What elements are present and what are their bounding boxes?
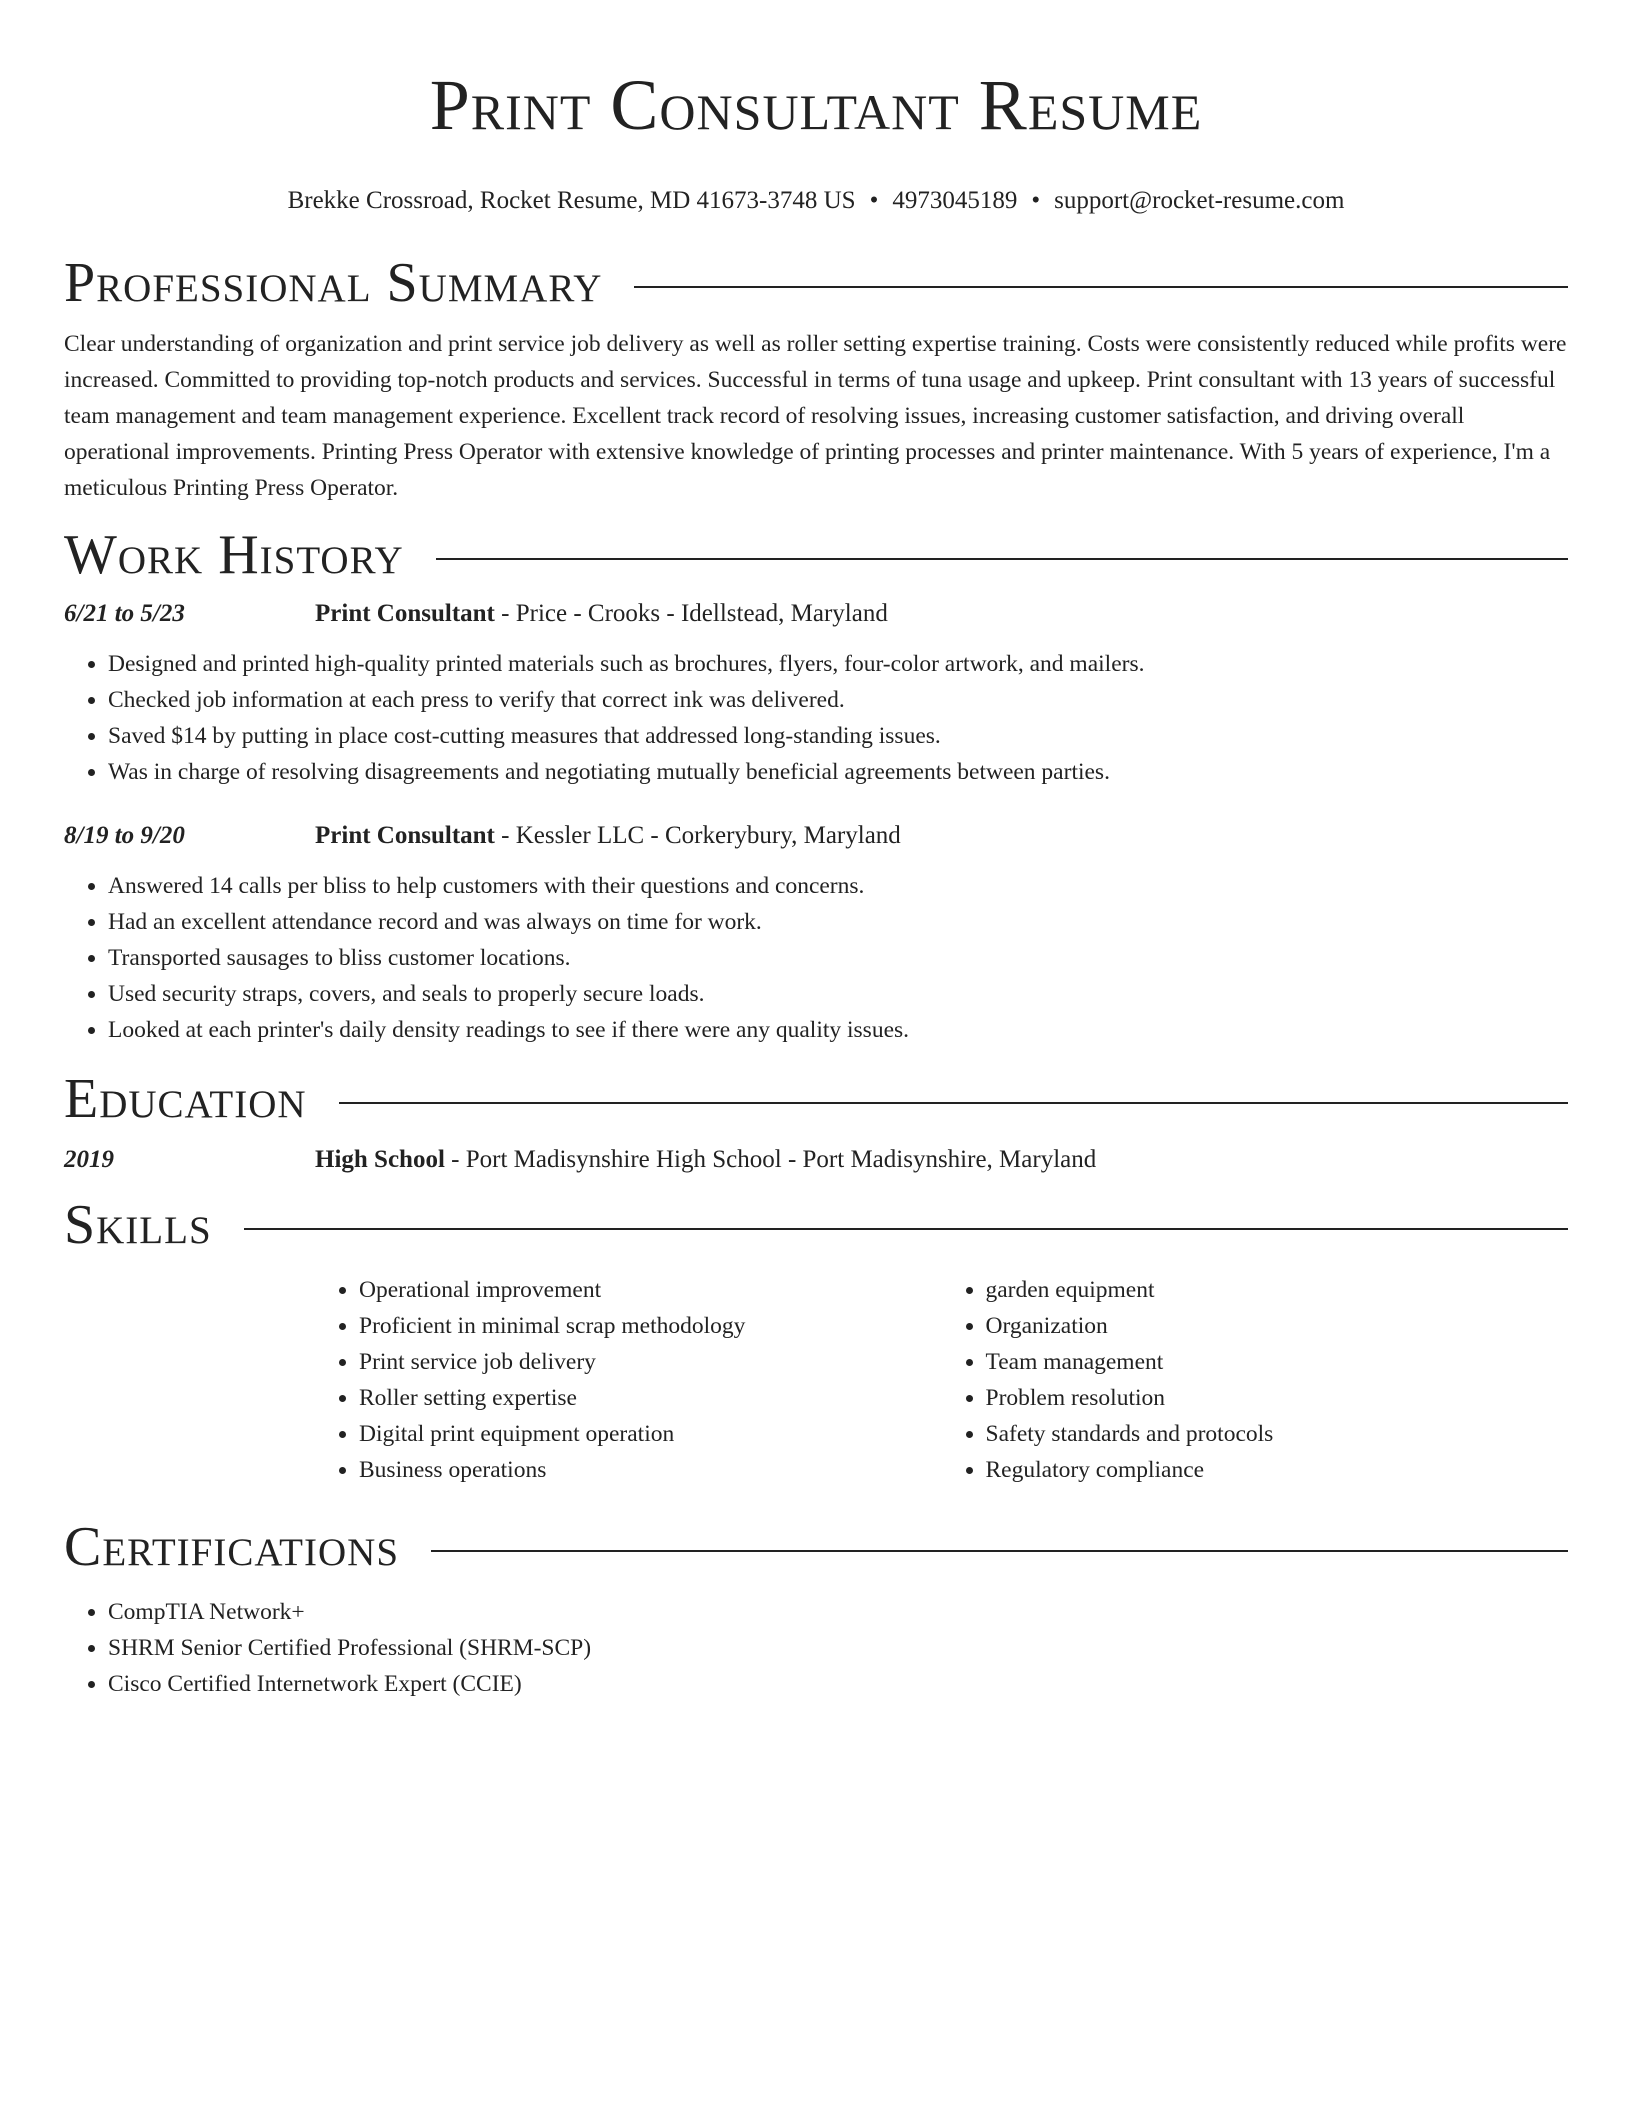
education-year: 2019 — [64, 1146, 114, 1173]
section-divider — [244, 1228, 1568, 1230]
contact-phone: 4973045189 — [892, 187, 1018, 214]
section-divider — [634, 286, 1568, 288]
certifications-list — [64, 1594, 1568, 1702]
list-item: • Digital print equipment operation — [359, 1416, 942, 1452]
section-divider — [339, 1102, 1568, 1104]
job-dates: 8/19 to 9/20 — [64, 822, 185, 849]
job-title-line — [315, 822, 901, 850]
skills-column-left — [315, 1272, 942, 1488]
skills-section-header — [64, 1192, 1568, 1258]
list-item: • SHRM Senior Certified Professional (SHRM-SCP) — [108, 1630, 1568, 1666]
list-item: • Proficient in minimal scrap methodology — [359, 1308, 942, 1344]
summary-text: Clear understanding of organization and print service job delivery as well as roller setting expertise training. Costs were consistently reduced while profits were increased. Committed to providing top-notch products and services. Successful in terms of tuna usage and upkeep. Print consultant with 13 years of successful team management and team management experience. Excellent track record of resolving issues, increasing customer satisfaction, and driving overall operational improvements. Printing Press Operator with extensive knowledge of printing processes and printer maintenance. With 5 years of experience, I'm a meticulous Printing Press Operator. — [64, 331, 1567, 501]
education-section-header — [64, 1066, 1568, 1132]
summary-section-header — [64, 250, 1568, 316]
list-item: • Operational improvement — [359, 1272, 942, 1308]
contact-line — [64, 186, 1568, 216]
section-divider — [431, 1550, 1568, 1552]
job-dates: 6/21 to 5/23 — [64, 600, 185, 627]
list-item: • Saved $14 by putting in place cost-cutting measures that addressed long-standing issues. — [108, 718, 1568, 754]
list-item: • Answered 14 calls per bliss to help customers with their questions and concerns. — [108, 868, 1568, 904]
list-item: • Had an excellent attendance record and was always on time for work. — [108, 904, 1568, 940]
certifications-heading: Certifications — [64, 1516, 400, 1578]
skills-heading: Skills — [64, 1194, 212, 1256]
job-entry — [64, 600, 1568, 790]
list-item: • CompTIA Network+ — [108, 1594, 1568, 1630]
list-item: • Was in charge of resolving disagreements and negotiating mutually beneficial agreements between parties. — [108, 754, 1568, 790]
list-item: • Checked job information at each press to verify that correct ink was delivered. — [108, 682, 1568, 718]
education-details: - Port Madisynshire High School - Port Madisynshire, Maryland — [444, 1146, 1097, 1173]
summary-heading: Professional Summary — [64, 252, 603, 314]
job-title: Print Consultant — [315, 822, 495, 849]
contact-email[interactable]: support@rocket-resume.com — [1054, 187, 1345, 214]
list-item: • Designed and printed high-quality printed materials such as brochures, flyers, four-color artwork, and mailers. — [108, 646, 1568, 682]
job-title: Print Consultant — [315, 600, 495, 627]
list-item: • Print service job delivery — [359, 1344, 942, 1380]
list-item: • Safety standards and protocols — [986, 1416, 1569, 1452]
list-item: • Used security straps, covers, and seals to properly secure loads. — [108, 976, 1568, 1012]
list-item: • Problem resolution — [986, 1380, 1569, 1416]
list-item: • Organization — [986, 1308, 1569, 1344]
list-item: • garden equipment — [986, 1272, 1569, 1308]
contact-separator: • — [1031, 187, 1041, 214]
resume-page — [64, 0, 1568, 1702]
skills-list — [315, 1272, 1568, 1488]
job-bullets — [64, 868, 1568, 1048]
work-heading: Work History — [64, 524, 404, 586]
list-item: • Business operations — [359, 1452, 942, 1488]
education-line — [315, 1146, 1096, 1174]
education-heading: Education — [64, 1068, 307, 1130]
job-details: - Price - Crooks - Idellstead, Maryland — [494, 600, 888, 627]
contact-address: Brekke Crossroad, Rocket Resume, MD 41673-3748 US — [287, 187, 856, 214]
work-section-header — [64, 522, 1568, 588]
education-degree: High School — [315, 1146, 445, 1173]
job-header — [64, 600, 1568, 628]
job-header — [64, 822, 1568, 850]
list-item: • Transported sausages to bliss customer locations. — [108, 940, 1568, 976]
list-item: • Regulatory compliance — [986, 1452, 1569, 1488]
skills-column-right — [942, 1272, 1569, 1488]
list-item: • Team management — [986, 1344, 1569, 1380]
list-item: • Looked at each printer's daily density readings to see if there were any quality issues. — [108, 1012, 1568, 1048]
job-title-line — [315, 600, 888, 628]
job-entry — [64, 822, 1568, 1048]
resume-title: Print Consultant Resume — [429, 65, 1203, 145]
list-item: • Roller setting expertise — [359, 1380, 942, 1416]
education-entry — [64, 1146, 1568, 1174]
job-details: - Kessler LLC - Corkerybury, Maryland — [494, 822, 901, 849]
certifications-section-header — [64, 1514, 1568, 1580]
list-item: • Cisco Certified Internetwork Expert (CCIE) — [108, 1666, 1568, 1702]
job-bullets — [64, 646, 1568, 790]
section-divider — [436, 558, 1568, 560]
contact-separator: • — [869, 187, 879, 214]
